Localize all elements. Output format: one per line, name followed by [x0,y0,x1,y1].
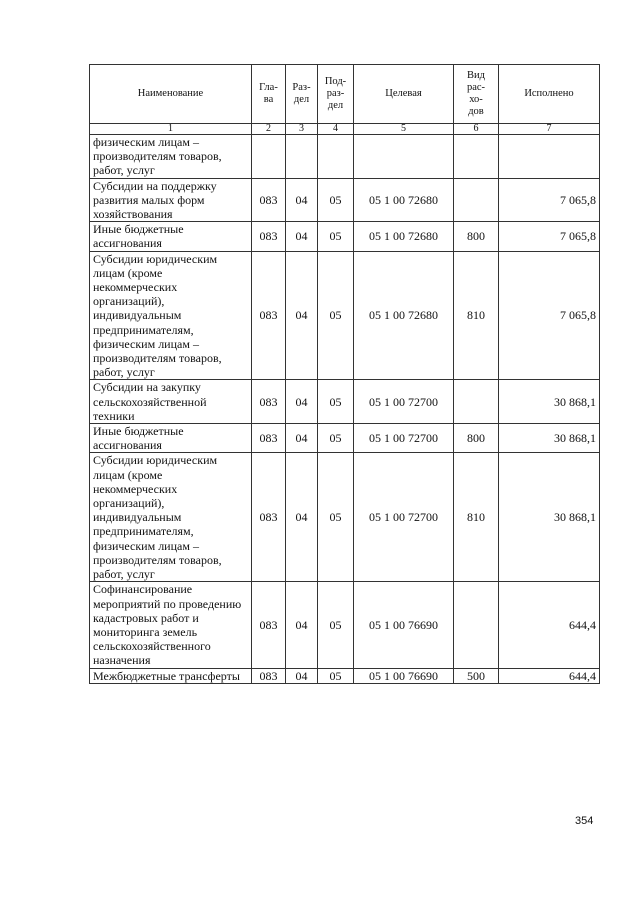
row-name: Иные бюджетные ассигнования [90,424,252,453]
row-subsection: 05 [318,424,354,453]
table-row [90,424,600,453]
row-chapter: 083 [252,424,286,453]
row-chapter: 083 [252,453,286,582]
row-target: 05 1 00 72680 [354,251,454,380]
row-expense-type: 810 [454,251,499,380]
row-section: 04 [286,178,318,222]
table-row [90,668,600,683]
page-number: 354 [575,815,594,827]
row-name: Субсидии юридическим лицам (кроме некоммерческих организаций), индивидуальным предпринимателям, физическим лицам – производителям товаров, работ, услуг [90,453,252,582]
row-executed: 644,4 [499,582,600,668]
header-row [90,65,600,124]
row-executed: 7 065,8 [499,178,600,222]
row-target: 05 1 00 76690 [354,582,454,668]
row-subsection: 05 [318,668,354,683]
row-expense-type [454,380,499,424]
row-section: 04 [286,424,318,453]
row-expense-type: 800 [454,222,499,251]
row-executed: 30 868,1 [499,424,600,453]
row-target [354,135,454,179]
row-expense-type [454,135,499,179]
table-row [90,453,600,582]
row-name: физическим лицам – производителям товаров, работ, услуг [90,135,252,179]
column-number: 4 [318,124,354,135]
row-subsection: 05 [318,251,354,380]
table-row [90,178,600,222]
row-executed: 30 868,1 [499,380,600,424]
row-chapter: 083 [252,582,286,668]
row-section: 04 [286,380,318,424]
row-expense-type [454,582,499,668]
row-name: Субсидии на закупку сельскохозяйственной техники [90,380,252,424]
row-executed: 644,4 [499,668,600,683]
row-executed: 30 868,1 [499,453,600,582]
budget-table [89,64,600,684]
row-expense-type [454,178,499,222]
row-expense-type: 810 [454,453,499,582]
row-subsection [318,135,354,179]
row-subsection: 05 [318,582,354,668]
row-section: 04 [286,453,318,582]
table-row [90,380,600,424]
row-section: 04 [286,582,318,668]
row-chapter: 083 [252,380,286,424]
row-target: 05 1 00 72700 [354,453,454,582]
column-number: 5 [354,124,454,135]
table-row [90,582,600,668]
column-number: 3 [286,124,318,135]
row-subsection: 05 [318,222,354,251]
row-chapter: 083 [252,251,286,380]
table-row [90,135,600,179]
row-chapter [252,135,286,179]
row-executed: 7 065,8 [499,251,600,380]
table-row [90,222,600,251]
row-target: 05 1 00 72700 [354,380,454,424]
column-number-row [90,124,600,135]
header-executed: Исполнено [499,65,600,124]
row-section [286,135,318,179]
row-section: 04 [286,668,318,683]
row-section: 04 [286,251,318,380]
row-name: Субсидии юридическим лицам (кроме некоммерческих организаций), индивидуальным предпринимателям, физическим лицам – производителям товаров, работ, услуг [90,251,252,380]
header-expense-type: Вид рас- хо- дов [454,65,499,124]
header-chapter: Гла- ва [252,65,286,124]
row-executed [499,135,600,179]
row-name: Иные бюджетные ассигнования [90,222,252,251]
row-subsection: 05 [318,380,354,424]
row-chapter: 083 [252,668,286,683]
row-chapter: 083 [252,178,286,222]
row-target: 05 1 00 72680 [354,178,454,222]
column-number: 2 [252,124,286,135]
column-number: 7 [499,124,600,135]
column-number: 1 [90,124,252,135]
row-target: 05 1 00 76690 [354,668,454,683]
row-target: 05 1 00 72680 [354,222,454,251]
header-subsection: Под- раз- дел [318,65,354,124]
row-executed: 7 065,8 [499,222,600,251]
table-row [90,251,600,380]
row-subsection: 05 [318,453,354,582]
header-target: Целевая [354,65,454,124]
row-target: 05 1 00 72700 [354,424,454,453]
row-expense-type: 500 [454,668,499,683]
row-subsection: 05 [318,178,354,222]
column-number: 6 [454,124,499,135]
row-section: 04 [286,222,318,251]
header-name: Наименование [90,65,252,124]
row-name: Софинансирование мероприятий по проведению кадастровых работ и мониторинга земель сельскохозяйственного назначения [90,582,252,668]
header-section: Раз- дел [286,65,318,124]
row-name: Субсидии на поддержку развития малых форм хозяйствования [90,178,252,222]
row-chapter: 083 [252,222,286,251]
row-name: Межбюджетные трансферты [90,668,252,683]
row-expense-type: 800 [454,424,499,453]
